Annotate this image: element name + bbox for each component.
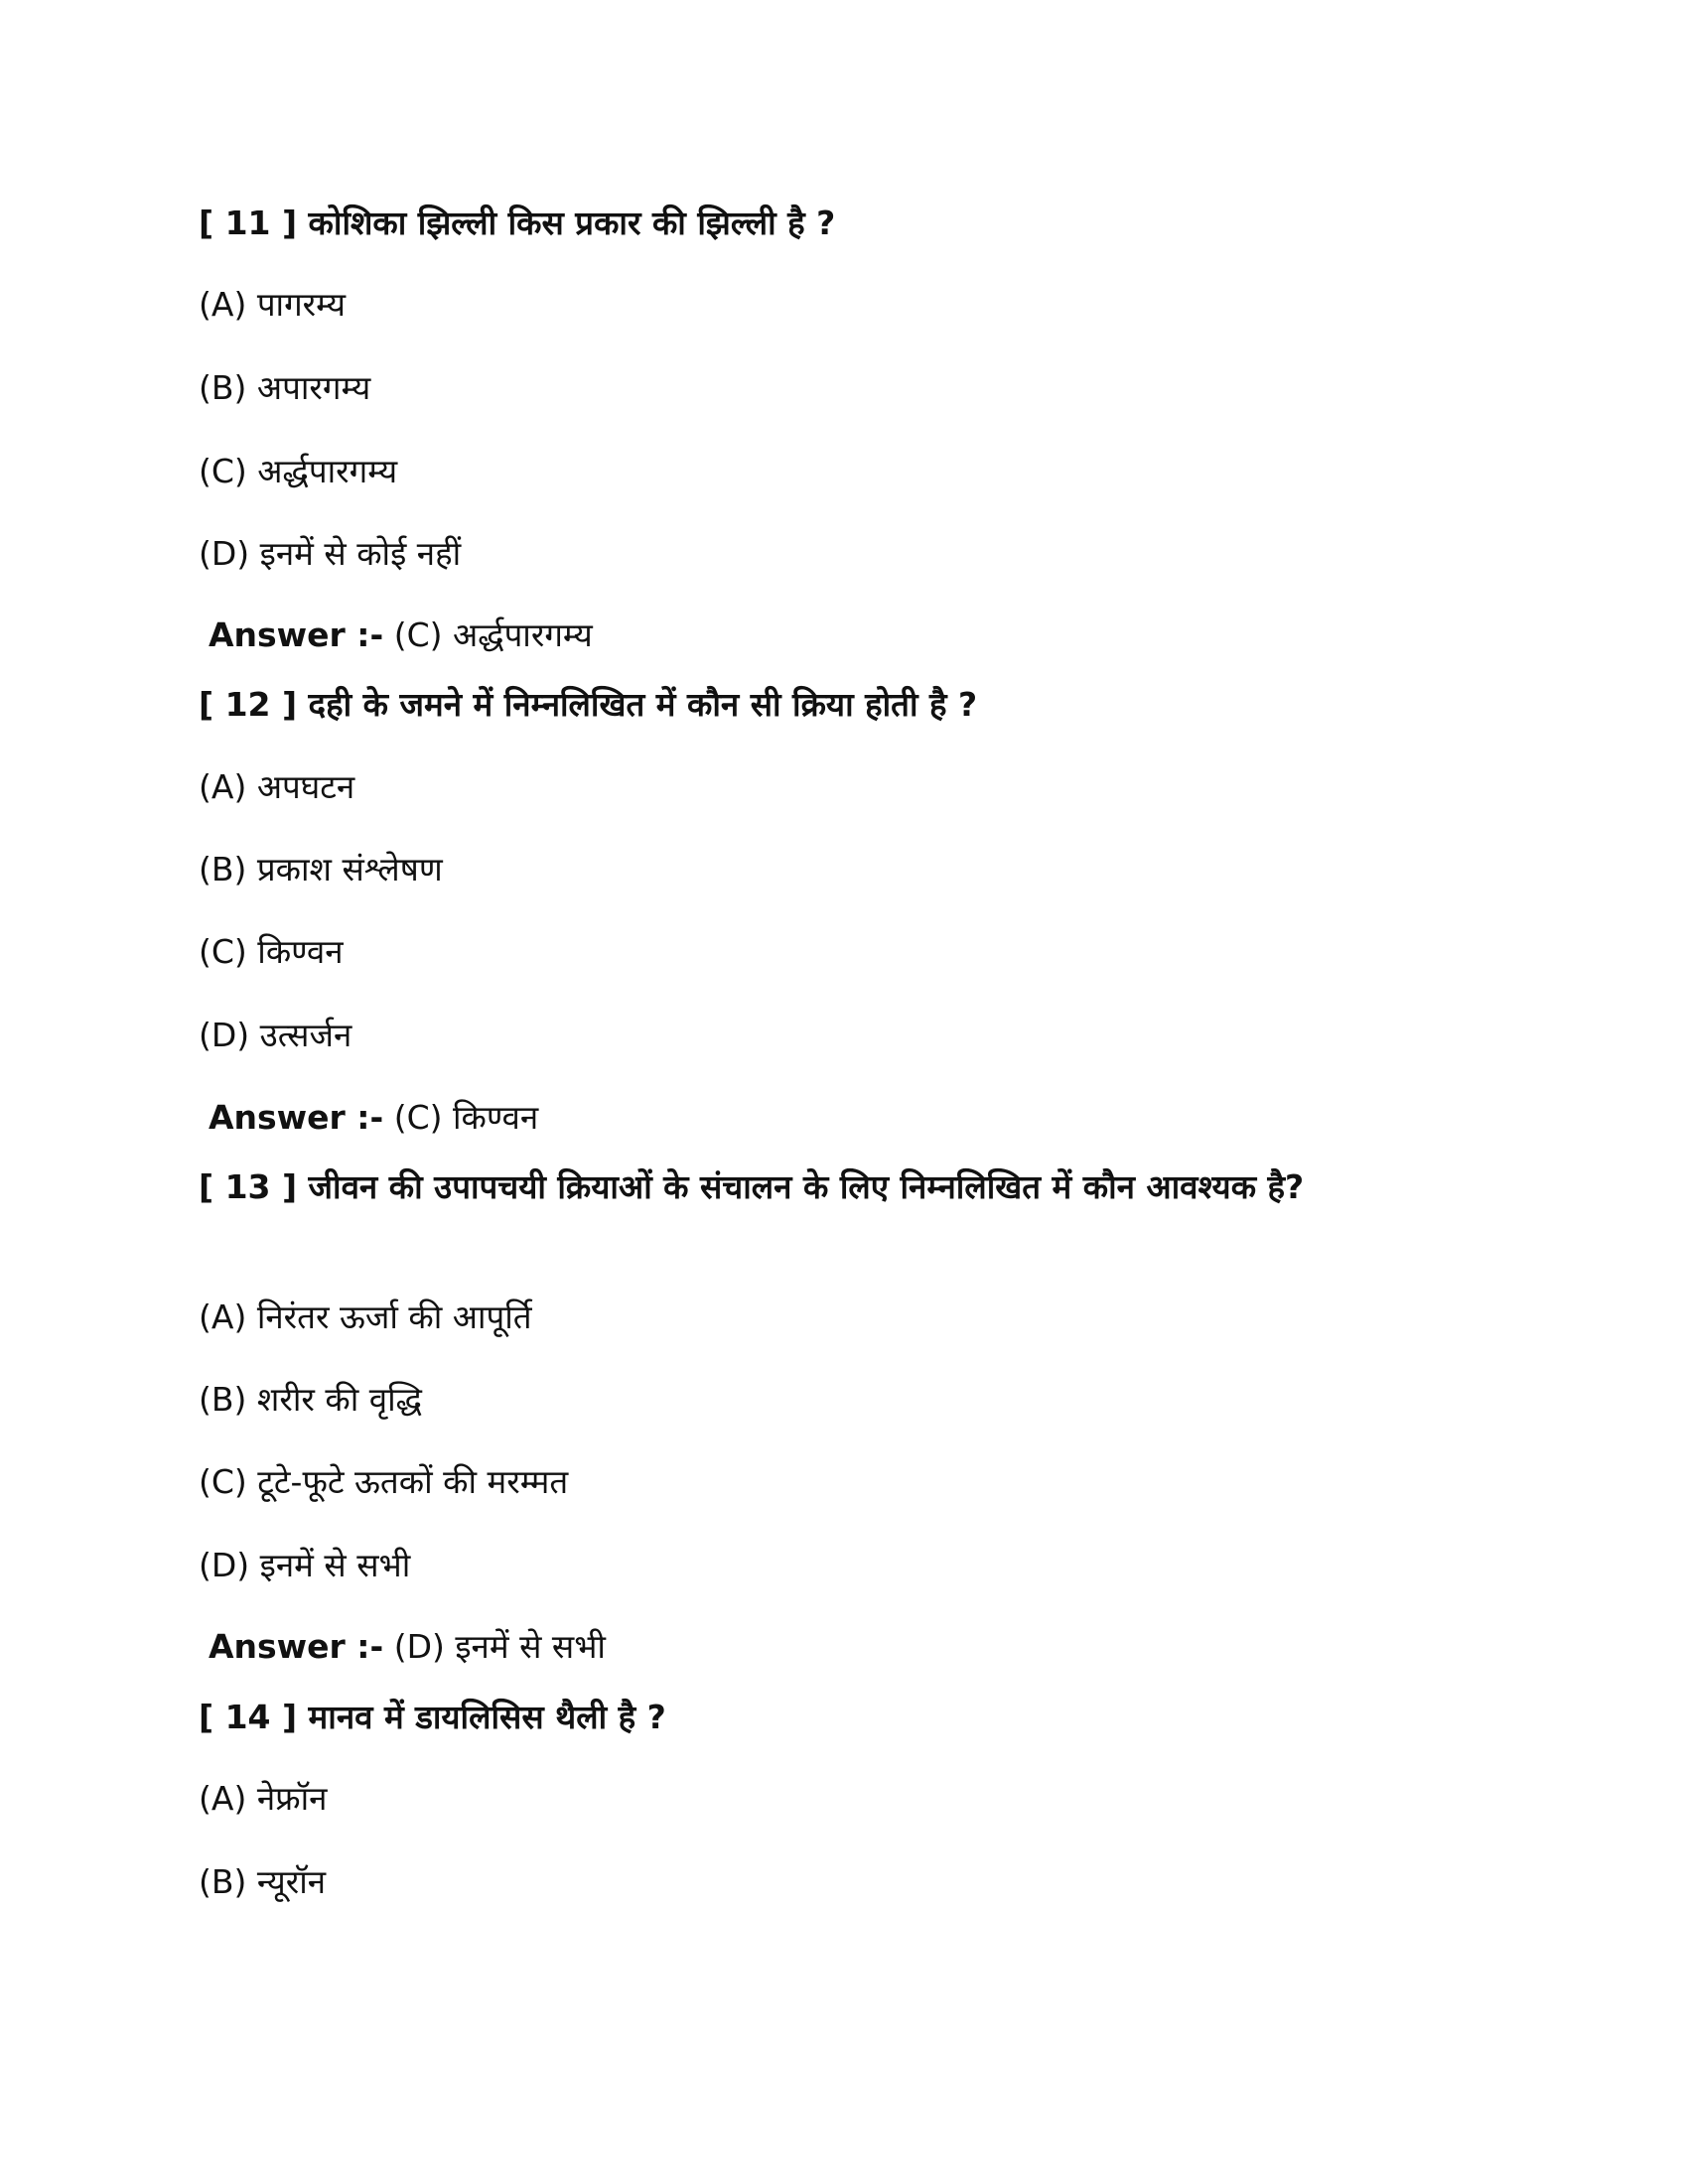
option-11-d: (D) इनमें से कोई नहीं [199,534,462,573]
option-11-a: (A) पागरम्य [199,285,347,324]
option-13-c: (C) टूटे-फूटे ऊतकों की मरम्मत [199,1462,569,1501]
option-11-b: (B) अपारगम्य [199,368,371,407]
option-13-d: (D) इनमें से सभी [199,1546,411,1584]
question-12: [ 12 ] दही के जमने में निम्नलिखित में कौन सी क्रिया होती है ? [199,685,978,724]
question-11: [ 11 ] कोशिका झिल्ली किस प्रकार की झिल्ली है ? [199,204,836,242]
option-12-a: (A) अपघटन [199,767,355,806]
option-13-a: (A) निरंतर ऊर्जा की आपूर्ति [199,1297,532,1336]
answer-text: (C) अर्द्धपारगम्य [393,615,593,654]
option-11-c: (C) अर्द्धपारगम्य [199,452,398,490]
question-14: [ 14 ] मानव में डायलिसिस थैली है ? [199,1698,666,1736]
option-12-d: (D) उत्सर्जन [199,1016,352,1054]
answer-label: Answer :- [209,1098,384,1137]
answer-label: Answer :- [209,1627,384,1666]
option-12-b: (B) प्रकाश संश्लेषण [199,850,443,888]
option-14-a: (A) नेफ्रॉन [199,1779,328,1818]
answer-11 [209,611,593,660]
question-13: [ 13 ] जीवन की उपापचयी क्रियाओं के संचालन के लिए निम्नलिखित में कौन आवश्यक है? [199,1167,1305,1206]
option-14-b: (B) न्यूरॉन [199,1862,327,1901]
option-12-c: (C) किण्वन [199,932,344,971]
answer-text: (C) किण्वन [393,1098,539,1137]
answer-label: Answer :- [209,615,384,654]
answer-12 [209,1093,538,1143]
answer-13 [209,1622,606,1672]
answer-text: (D) इनमें से सभी [393,1627,606,1666]
option-13-b: (B) शरीर की वृद्धि [199,1380,422,1419]
